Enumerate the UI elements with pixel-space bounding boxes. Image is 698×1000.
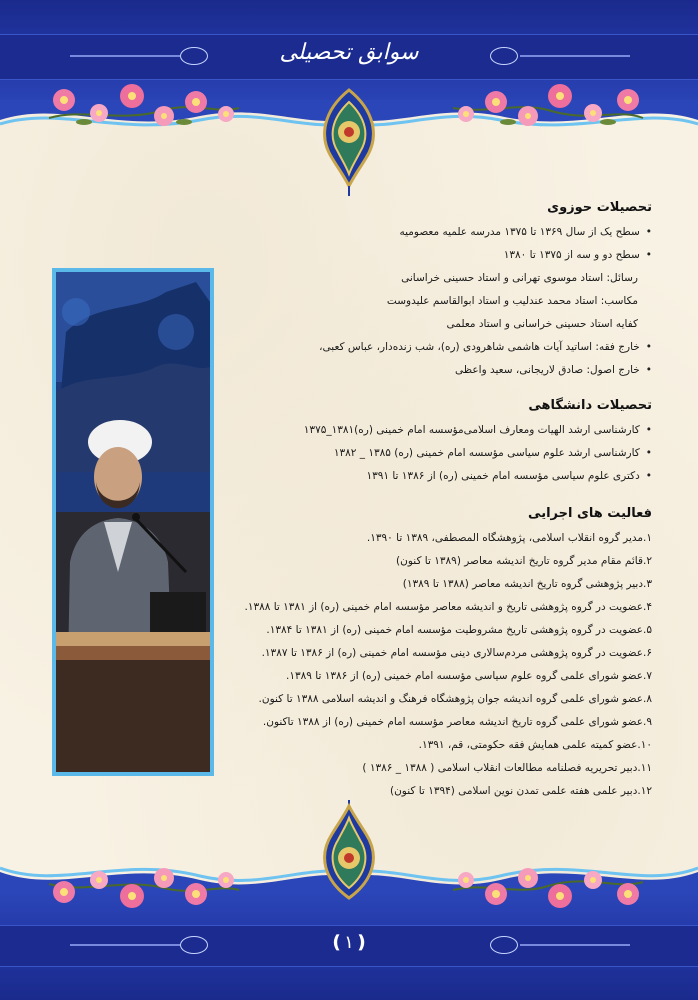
page-number-value: ۱ (344, 932, 354, 953)
list-item: ۱۲.دبیر علمی هفته علمی تمدن نوین اسلامی (۱۳۹۴ تا کنون) (389, 785, 652, 797)
list-item: ۹.عضو شورای علمی گروه تاریخ اندیشه معاصر مؤسسه امام خمینی (ره) از ۱۳۸۸ تاکنون. (262, 716, 652, 728)
portrait-photo-frame (52, 268, 214, 776)
list-item: ۴.عضویت در گروه پژوهشی تاریخ و اندیشه معاصر مؤسسه امام خمینی (ره) از ۱۳۸۱ تا ۱۳۸۸. (244, 601, 652, 613)
list-item: • کارشناسی ارشد الهیات ومعارف اسلامی‌مؤسسه امام خمینی (ره)۱۳۸۱_۱۳۷۵ (242, 419, 652, 442)
list-item: ۱۱.دبیر تحریریه فصلنامه مطالعات انقلاب اسلامی ( ۱۳۸۸ _ ۱۳۸۶ ) (362, 762, 652, 774)
page-number (0, 932, 698, 953)
list-item: ۵.عضویت در گروه پژوهشی تاریخ مشروطیت مؤسسه امام خمینی (ره) از ۱۳۸۱ تا ۱۳۸۴. (266, 624, 652, 636)
flower-cluster-top-left (44, 78, 244, 138)
list-item: ۶.عضویت در گروه پژوهشی مردم‌سالاری دینی مؤسسه امام خمینی (ره) از ۱۳۸۶ تا ۱۳۸۷. (261, 647, 652, 659)
flower-cluster-top-right (448, 78, 648, 138)
portrait-photo (56, 272, 210, 772)
page-number-bracket-right: ❫ (353, 932, 369, 953)
section-title-executive: فعالیت های اجرایی (528, 506, 652, 521)
flower-cluster-bottom-right (448, 858, 648, 918)
portrait-illustration (56, 272, 210, 772)
cv-content (242, 200, 652, 803)
list-item: • سطح یک از سال ۱۳۶۹ تا ۱۳۷۵ مدرسه علمیه معصومیه (242, 221, 652, 244)
top-medallion-ornament (316, 88, 382, 198)
list-item: • کارشناسی ارشد علوم سیاسی مؤسسه امام خمینی (ره) ۱۳۸۵ _ ۱۳۸۲ (242, 442, 652, 465)
hawzah-list (242, 221, 652, 382)
section-title-university: تحصیلات دانشگاهی (528, 398, 652, 413)
page-number-bracket-left: ❪ (329, 932, 345, 953)
list-item: • خارج فقه: اساتید آیات هاشمی شاهرودی (ره)، شب زنده‌دار، عباس کعبی، (242, 336, 652, 359)
list-item: • دکتری علوم سیاسی مؤسسه امام خمینی (ره) از ۱۳۸۶ تا ۱۳۹۱ (242, 465, 652, 488)
list-item: ۳.دبیر پژوهشی گروه تاریخ اندیشه معاصر (۱۳۸۸ تا ۱۳۸۹) (402, 578, 652, 590)
flower-cluster-bottom-left (44, 858, 244, 918)
list-item: • سطح دو و سه از ۱۳۷۵ تا ۱۳۸۰ (242, 244, 652, 267)
list-item: مکاسب: استاد محمد عندلیب و استاد ابوالقاسم علیدوست (386, 295, 638, 307)
list-item: رسائل: استاد موسوی تهرانی و استاد حسینی خراسانی (401, 272, 638, 284)
list-item: ۱۰.عضو کمیته علمی همایش فقه حکومتی، قم، ۱۳۹۱. (418, 739, 652, 751)
list-item: ۲.قائم مقام مدیر گروه تاریخ اندیشه معاصر (۱۳۸۹ تا کنون) (396, 555, 652, 567)
list-item: • خارج اصول: صادق لاریجانی، سعید واعظی (242, 359, 652, 382)
section-title-hawzah: تحصیلات حوزوی (547, 200, 652, 215)
list-item: ۷.عضو شورای علمی گروه علوم سیاسی مؤسسه امام خمینی (ره) از ۱۳۸۶ تا ۱۳۸۹. (286, 670, 652, 682)
list-item: کفایه استاد حسینی خراسانی و استاد معلمی (446, 318, 638, 330)
list-item: ۱.مدیر گروه انقلاب اسلامی، پژوهشگاه المصطفی، ۱۳۸۹ تا ۱۳۹۰. (366, 532, 652, 544)
executive-list (242, 527, 652, 803)
bottom-medallion-ornament (316, 800, 382, 900)
page-title: سوابق تحصیلی (279, 40, 419, 65)
university-list (242, 419, 652, 488)
list-item: ۸.عضو شورای علمی گروه اندیشه جوان پژوهشگاه فرهنگ و اندیشه اسلامی ۱۳۸۸ تا کنون. (258, 693, 652, 705)
